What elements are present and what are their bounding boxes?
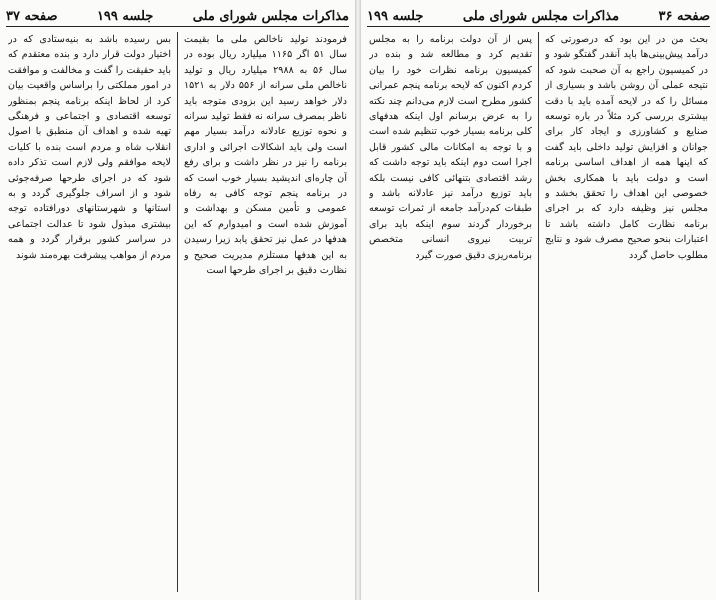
right-page-session: جلسه ۱۹۹: [367, 8, 424, 24]
left-page-column-left-text: بس رسیده باشد به بنیه‌ستادی که در اختیار دولت قرار دارد و بنده معتقدم که باید حقیقت را گفت و مخالفت و موافقت در امور مملکتی را براساس واقعیت بیان کرد از لحاظ اینکه برنامه پنجم بمنظور توسعه اقتصادی و اجتماعی و فرهنگی تهیه شده و اهداف آن منطبق با اصول انقلاب شاه و مردم است بنده با کلیات لایحه موافقم ولی لازم است تذکر داده شود که در اجرای طرحها صرفه‌جوئی شود و از اسراف جلوگیری گردد و به استانها و شهرستانهای دورافتاده توجه بیشتری مبذول شود تا عدالت اجتماعی در سراسر کشور برقرار گردد و همه مردم از مواهب پیشرفت بهره‌مند شوند: [8, 34, 171, 261]
left-page-column-left: [8, 32, 171, 592]
left-page-session: جلسه ۱۹۹: [96, 8, 154, 24]
left-page-column-right: [184, 32, 347, 592]
column-divider: [177, 32, 178, 592]
right-page-column-left: [369, 32, 532, 592]
right-page-column-left-text: پس از آن دولت برنامه را به مجلس تقدیم کرد و مطالعه شد و بنده در کمیسیون برنامه نظرات خود را بیان کردم اکنون که لایحه برنامه پنجم عمرانی کشور مطرح است لازم می‌دانم چند نکته را به عرض برسانم اول اینکه هدفهای کلی برنامه بسیار خوب تنظیم شده است و با توجه به امکانات مالی کشور قابل اجرا است دوم اینکه باید توجه داشت که رشد اقتصادی بتنهائی کافی نیست بلکه باید توزیع درآمد نیز عادلانه باشد و طبقات کم‌درآمد جامعه از ثمرات توسعه برخوردار گردند سوم اینکه باید برای تربیت نیروی انسانی متخصص برنامه‌ریزی دقیق صورت گیرد: [369, 34, 532, 261]
right-page-title: مذاکرات مجلس شورای ملی: [462, 8, 620, 24]
left-page-title: مذاکرات مجلس شورای ملی: [192, 8, 349, 24]
right-page-header: [367, 6, 710, 27]
right-page: [361, 0, 716, 600]
right-page-number: صفحه ۳۶: [658, 8, 710, 24]
right-page-column-right: [545, 32, 708, 592]
column-divider: [538, 32, 539, 592]
left-page-header: [6, 6, 349, 27]
right-page-columns: [369, 32, 708, 592]
right-page-column-right-text: بحث من در این بود که درصورتی که درآمد پیش‌بینی‌ها باید آنقدر گفتگو شود و در کمیسیون راجع به آن صحبت شود که نتیجه عملی آن روشن باشد و بسیاری از مسائل را که در لایحه آمده باید با دقت بیشتری بررسی کرد مثلاً در باره توسعه صنایع و کشاورزی و ایجاد کار برای جوانان و افزایش تولید داخلی باید گفت که اینها همه از اهداف اساسی برنامه است و دولت باید با همکاری بخش خصوصی این اهداف را تحقق بخشد و مجلس نیز وظیفه دارد که بر اجرای برنامه نظارت کامل داشته باشد تا اعتبارات بنحو صحیح مصرف شود و نتایج مطلوب حاصل گردد: [545, 34, 708, 261]
left-page-column-right-text: فرمودند تولید ناخالص ملی ما بقیمت سال ۵۱ اگر ۱۱۶۵ میلیارد ریال بوده در سال ۵۶ به ۲۹۸۸ میلیارد ریال و تولید ناخالص ملی سرانه از ۵۵۶ دلار به ۱۵۲۱ دلار خواهد رسید این بزودی متوجه باید ناظر بمصرف سرانه نه فقط تولید سرانه و نحوه توزیع عادلانه درآمد بسیار مهم است ولی باید اشکالات اجرائی و اداری برنامه را نیز در نظر داشت و برای رفع آن چاره‌ای اندیشید بسیار خوب است که در برنامه پنجم توجه کافی به رفاه عمومی و تأمین مسکن و بهداشت و آموزش شده است و امیدوارم که این هدفها در عمل نیز تحقق یابد زیرا رسیدن به این هدفها مستلزم مدیریت صحیح و نظارت دقیق بر اجرای طرحها است: [184, 34, 347, 277]
left-page: [0, 0, 355, 600]
left-page-number: صفحه ۳۷: [6, 8, 58, 24]
left-page-columns: [8, 32, 347, 592]
